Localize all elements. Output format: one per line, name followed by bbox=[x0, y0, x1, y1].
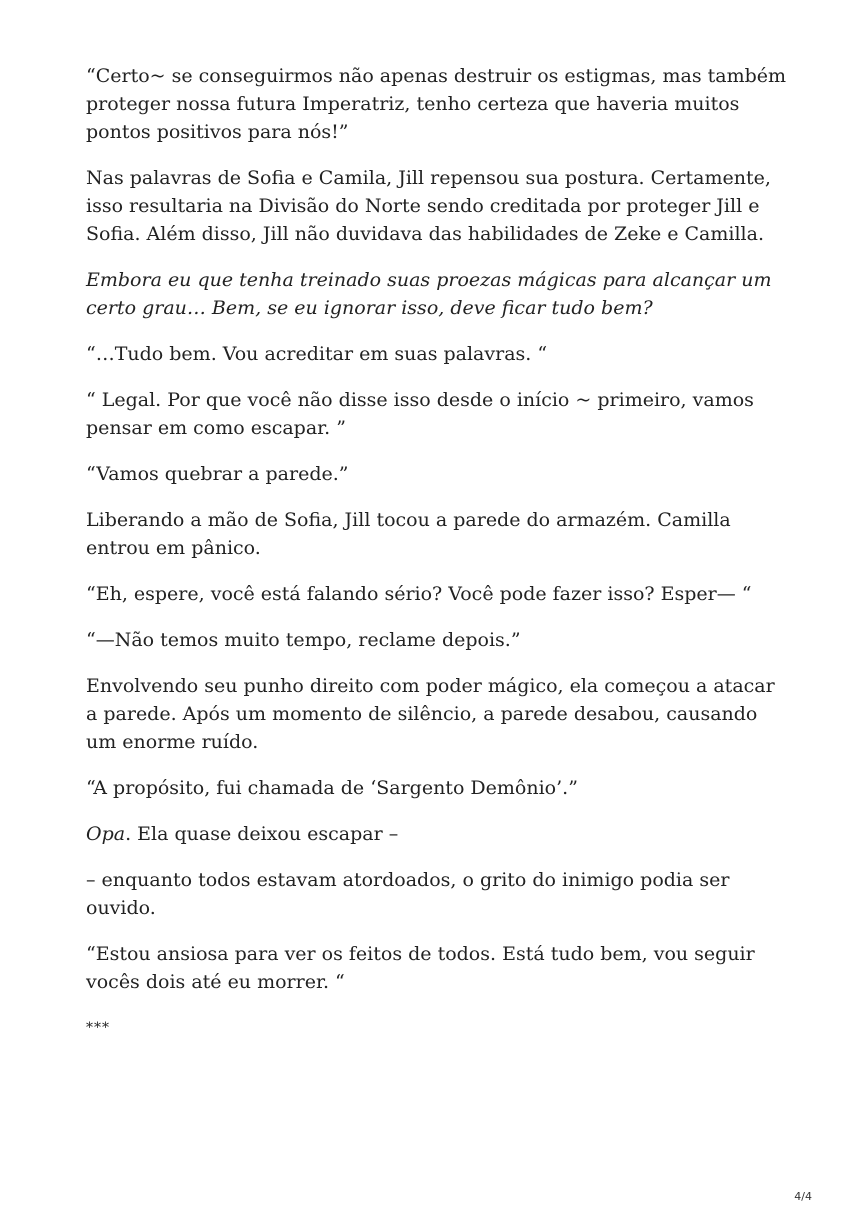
paragraph-3-thought: Embora eu que tenha treinado suas proezas mágicas para alcançar um certo grau… Bem, se eu ignorar isso, deve ficar tudo bem? bbox=[86, 269, 772, 319]
paragraph-7: Liberando a mão de Sofia, Jill tocou a parede do armazém. Camilla entrou em pânico. bbox=[86, 509, 731, 559]
paragraph-4: “…Tudo bem. Vou acreditar em suas palavras. “ bbox=[86, 343, 548, 365]
paragraph-12 bbox=[86, 820, 792, 848]
paragraph-11: “A propósito, fui chamada de ‘Sargento Demônio’.” bbox=[86, 777, 578, 799]
paragraph-2: Nas palavras de Sofia e Camila, Jill repensou sua postura. Certamente, isso resultaria na Divisão do Norte sendo creditada por proteger Jill e Sofia. Além disso, Jill não duvidava das habilidades de Zeke e Camilla. bbox=[86, 167, 771, 245]
opa-italic-text: Opa bbox=[86, 823, 126, 845]
paragraph-9: “—Não temos muito tempo, reclame depois.” bbox=[86, 629, 521, 651]
paragraph-1: “Certo~ se conseguirmos não apenas destruir os estigmas, mas também proteger nossa futura Imperatriz, tenho certeza que haveria muitos pontos positivos para nós!” bbox=[86, 65, 787, 143]
paragraph-14: “Estou ansiosa para ver os feitos de todos. Está tudo bem, vou seguir vocês dois até eu morrer. “ bbox=[86, 943, 755, 993]
paragraph-10: Envolvendo seu punho direito com poder mágico, ela começou a atacar a parede. Após um momento de silêncio, a parede desabou, causando um enorme ruído. bbox=[86, 675, 775, 753]
page-number: 4/4 bbox=[794, 1190, 812, 1203]
paragraph-5: “ Legal. Por que você não disse isso desde o início ~ primeiro, vamos pensar em como escapar. ” bbox=[86, 389, 754, 439]
paragraph-13: – enquanto todos estavam atordoados, o grito do inimigo podia ser ouvido. bbox=[86, 869, 730, 919]
paragraph-8: “Eh, espere, você está falando sério? Você pode fazer isso? Esper— “ bbox=[86, 583, 752, 605]
paragraph-6: “Vamos quebrar a parede.” bbox=[86, 463, 349, 485]
section-separator: *** bbox=[86, 1020, 110, 1036]
document-body bbox=[86, 62, 792, 1060]
opa-rest-text: . Ela quase deixou escapar – bbox=[125, 823, 399, 845]
